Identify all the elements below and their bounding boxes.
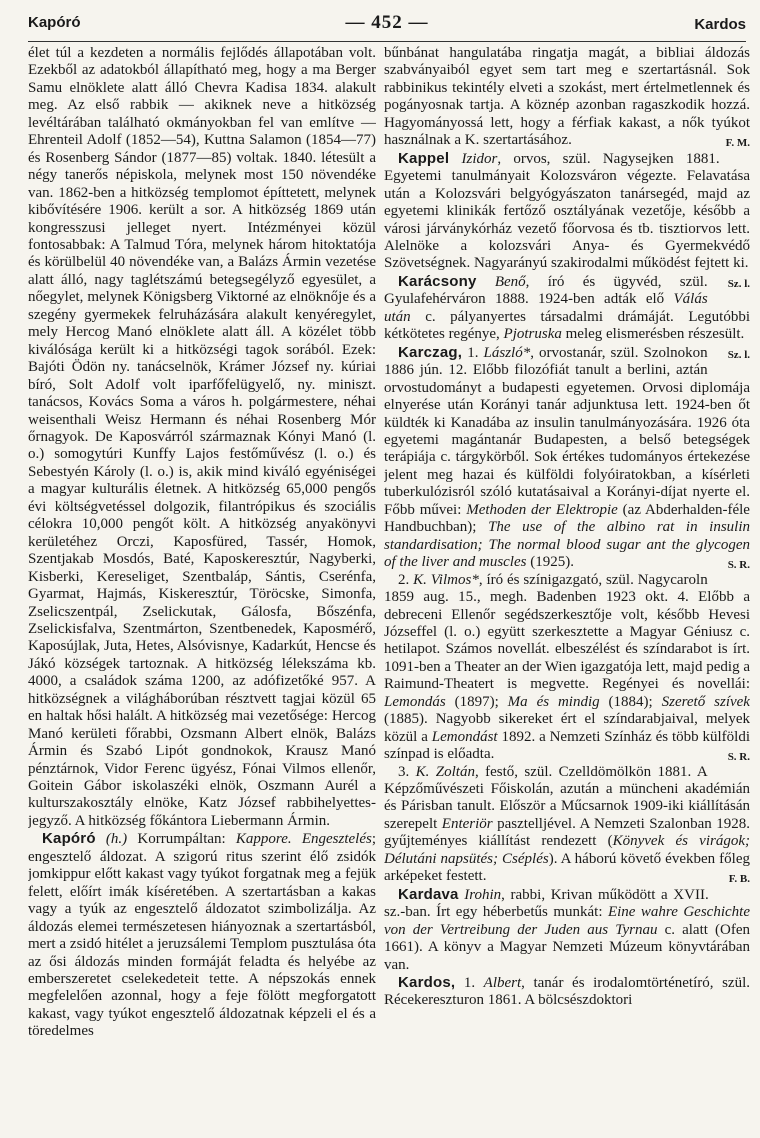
entry-kaporo [28, 830, 376, 1040]
kardava-name: Irohin [464, 886, 502, 903]
entry-kardos [384, 974, 750, 1010]
signature: S. R. [727, 559, 750, 572]
headword-karacsony: Karácsony [398, 272, 477, 290]
kaposvar-continuation: élet túl a kezdeten a normális fejlődés állapotában volt. Ezekből az adatokból állapítható meg, hogy a ma Berger Samu elnöklete alatt álló Chevra Kadisa 1834. alakult meg. Az első rabbik — akiknek neve a hitközség levéltárában található okmányokban fel van említve — Ehrenteil Adolf (1852—54), Kuttna Salamon (1854—77) és Rosenberg Sándor (1877—85) voltak. 1840. létesült a négy tanerős népiskola, melynek most 150 növendéke van. 1862-ben a hitközség templomot építtetett, melynek kibővítésére 1906. került a sor. A hitközség 1869 után kongresszusi jelleget nyert. Intézményei közül fontosabbak: A Talmud Tóra, melynek három hitoktatója és körülbelül 40 növendéke van, a Balázs Ármin vezetése alatt álló, nagy taglétszámú betegsegélyző egyesület, a nőegylet, melynek Königsberg Viktorné az elnöknője és a szegény gyermekek felruházására alakult kenyéregylet, mely Hercog Manó elnöklete alatt áll. A közélet több kiválósága került ki a hitközségi tagok sorából. Ezek: Bajóti Ödön ny. tanácselnök, Krámer József ny. kúriai bíró, Solt Adolf volt iparfőfelügyelő, ny. miniszt. tanácsos, Kovács Soma a város h. polgármestere, néhai weisenthali Weisz Hermann és néhai Rosenberg Mór őrnagyok. De Kaposvárról származnak Kónyi Manó (l. o.) somogytúri Kunffy Lajos festőművész (l. o.) és Sebestyén Károly (l. o.) is, akik mind kiváló egyéniségei a magyar kulturális életnek. A hitközség 65,000 pengős évi költségvetéssel dolgozik, filantrópikus és szociális célokra 10,000 pengőt költ. A hitközség anyakönyvi kerületéhez Orczi, Kaposfüred, Tassér, Homok, Szentjakab Mosdós, Baté, Kaposkeresztúr, Nagyberki, Kisberki, Kereseliget, Szentbaláp, Sántis, Cserénfa, Gyarmat, Hajmás, Kiskeresztúr, Töröcske, Simonfa, Zselicszentpál, Zselickutak, Gálosfa, Bőszénfa, Zselickisfalva, Szentmárton, Szentbenedek, Kaposmérő, Kaposújlak, Juta, Hetes, Alsóvisnye, Kadarkút, Hencse és Jákó községek tartoznak. A hitközség lélekszáma kb. 4000, a családok száma 1200, az adófizetőké 957. A hitközségnek a világháborúban résztvett tagjai közül 65 en haltak hősi halált. A hitközség mai vezetősége: Hercog Manó kerületi főrabbi, Ozsmann Albert elnök, Balázs Ármin és Szabó Lipót gondnokok, Krausz Manó pénztárnok, Vidor Ferenc ügyész, Fónai Vilmos ellenőr, Goitein Gábor iskolaszéki elnök, Oszmann Aurél a kulturszakosztály elnöke, Katz József rabbihelyettes-jegyző. A hitközség főkántora Liebermann Ármin. [28, 45, 376, 829]
kaporo-term: Kappore. Engesztelés [235, 831, 372, 848]
vilmos-text: 1892. a Nemzeti Színház és több külföldi színpad is előadta. [384, 728, 750, 763]
kardava-text: c. alatt (Ofen 1661). A könyv a Magyar Nemzeti Múzeum könyvtárában van. [384, 921, 750, 973]
kardos-num: 1. [455, 975, 484, 992]
signature: Sz. l. [727, 348, 750, 361]
karacsony-work: Válás után [384, 291, 708, 325]
karczag-body: , orvostanár, szül. Szolnokon 1886 jún. 12. Előbb filozófiát tanult a berlini, aztán orvostudományt a budapesti egyetemen. Orvosi diplomája elnyerése után Korányi tanár adjunktusa lett. 1924-ben őt küldték ki Kanadába az insulin tanulmányozására. 1926 óta egyetemi magántanár Budapesten, a belső betegségek terápiája c. tárgykörből. Sok értékes tudományos értekezése jelent meg hazai és külföldi folyóiratokban, a kísérleti tuberkulózisról szóló kutatásaival a Korányi-díjat nyerte el. Főbb művei: [384, 344, 750, 518]
signature: Sz. l. [727, 277, 750, 290]
kardos-name: Albert [483, 975, 522, 992]
kaporo-lang: (h.) [105, 831, 128, 848]
kaporo-body: ; engesztelő áldozat. A szigorú ritus szerint élő zsidók jomkippur előtt kakast vagy tyúkot forgatnak meg a fejük felett, előírt imák kíséretében. A szertartásban a kakas vagy a tyúk az engesztelő áldozatot szimbolizálja. Az áldozás elemei természetesen hiányoznak a szertartásból, mert a zsidó hitélet a jeruzsálemi Templom pusztulása óta az ősi áldozás minden formáját feladta és helyébe az emberszeretet cselekedeteit tette. A népszokás ennek megfelelően azonnal, hogy a feje fölött megforgatott kakast, vagy tyúkot engesztelő áldozatnak képzeli el és a töredelmes [28, 831, 376, 1040]
karacsony-name: Benő [494, 273, 526, 290]
vilmos-k: K. [413, 571, 427, 588]
zoltan-text: ). A háború követő években főleg arképeket festett. [384, 850, 750, 885]
karczag-num: 1. [462, 344, 484, 361]
karacsony-text: c. pályanyertes társadalmi drámáját. Legutóbbi kétkötetes regénye, [384, 308, 750, 343]
karacsony-text: , író és ügyvéd, szül. Gyulafehérváron 1888. 1924-ben adták elő [384, 273, 708, 308]
vilmos-work: Lemondást [431, 728, 498, 745]
header-first-headword: Kapóró [28, 14, 81, 31]
vilmos-work: Szerető szívek [661, 693, 750, 710]
header-rule [28, 41, 746, 42]
vilmos-body: , író és színigazgató, szül. Nagycaroln 1859 aug. 15., megh. Badenben 1923 okt. 4. Előbb a debreceni Ellenőr segédszerkesztője volt, később Hevesi Józseffel (l. o.) együtt szerkesztette a Magyar Géniusz c. hetilapot. Számos novellát. elbeszélést és színdarabot is írt. 1091-ben a Theater an der Wien igazgatója lett, majd pedig a Raimund-Theatert is megvette. Regényei és novellái: [384, 571, 750, 693]
zoltan-work: Enteriör [441, 815, 493, 832]
kardava-work: Eine wahre Geschichte von der Vertreibung der Juden aus Tyrnau [384, 904, 750, 938]
karczag-work: Methoden der Elektropie [466, 501, 618, 518]
kappel-name: Izidor [461, 150, 498, 167]
kardos-body: , tanár és irodalomtörténetíró, szül. Récekereszturon 1861. A bölcsészdoktori [384, 975, 750, 1009]
vilmos-name: Vilmos* [426, 571, 479, 588]
vilmos-text: (1885). Nagyobb sikereket ért el színdarabjaival, melyek közül a [384, 711, 750, 745]
karczag-text: (1925). [526, 554, 574, 571]
entry-karczag-zoltan [384, 764, 750, 886]
karacsony-work: Pjotruska [503, 326, 562, 343]
entry-karczag-laszlo [384, 344, 750, 572]
zoltan-text: pasztelljével. A Nemzeti Szalonban 1928. gyűjteményes kiállítást rendezett ( [384, 815, 750, 850]
entry-karczag-vilmos [384, 572, 750, 764]
vilmos-text: (1884); [599, 693, 662, 710]
signature: F. M. [725, 137, 750, 150]
page-number: — 452 — [345, 12, 429, 33]
headword-kardos: Kardos, [398, 974, 456, 992]
karczag-name: László* [483, 344, 531, 361]
signature: S. R. [727, 751, 750, 764]
kaporo-text: Korrumpáltan: [127, 831, 236, 848]
page-header [28, 14, 746, 38]
vilmos-text: (1897); [445, 693, 508, 710]
left-column [28, 45, 376, 1130]
zoltan-body: , festő, szül. Czelldömölkön 1881. A Képzőművészeti Főiskolán, azután a müncheni akadémián és Párisban tanult. Először a Műcsarnok 1909-iki kiállításán szerepelt [384, 763, 750, 832]
vilmos-num: 2. [398, 571, 414, 588]
vilmos-work: Lemondás [384, 693, 446, 710]
signature: F. B. [728, 873, 750, 886]
zoltan-k: K. [415, 763, 430, 780]
right-column [384, 45, 750, 1130]
kaporo-cont-text: bűnbánat hangulatába ringatja magát, a bibliai áldozás szabványaiból egyet sem tart meg e szertartásnál. Sok rabbinikus tekintély elveti a szokást, mert értelmetlennek és pogányosnak tartja. A köznép azonban ragaszkodik hozzá. Hagyományossá lett, hogy a férfiak kakast, a nők tyúkot használnak a K. szertartásához. [384, 45, 750, 149]
headword-kaporo: Kapóró [42, 830, 96, 848]
kappel-body: , orvos, szül. Nagysejken 1881. Egyetemi tanulmányait Kolozsváron végezte. Felavatása után a Kolozsvári belgyógyászaton tanársegéd, majd az egyetemi klinikák fertőző osztályának vezetője, később a városi járványkórház vezető főorvosa és tb. tisztiorvos lett. Alelnöke a kolozsvári Anya- és Gyermekvédő Szövetségnek. Nagyarányú szakirodalmi működést fejtett ki. [384, 150, 750, 272]
kaporo-continuation [384, 45, 750, 150]
vilmos-work: Ma és mindig [507, 693, 600, 710]
headword-kardava: Kardava [398, 885, 459, 903]
karczag-work: The use of the albino rat in insulin standardisation; The normal blood sugar ant the glycogen of the liver and muscles [384, 519, 750, 571]
headword-kappel: Kappel [398, 149, 450, 167]
karacsony-text: meleg elismerésben részesült. [561, 326, 745, 343]
kardava-text: , rabbi, Krivan működött a XVII. sz.-ban. Írt egy héberbetűs munkát: [384, 886, 709, 921]
entry-kardava [384, 886, 750, 974]
zoltan-name: Zoltán [429, 763, 475, 780]
header-last-headword: Kardos [694, 16, 746, 33]
karczag-text: (az Abderhalden-féle Handbuchban); [384, 501, 750, 536]
zoltan-work: Könyvek és virágok; Délutáni napsütés; Cséplés [384, 833, 750, 867]
headword-karczag: Karczag, [398, 343, 463, 361]
zoltan-num: 3. [398, 763, 416, 780]
